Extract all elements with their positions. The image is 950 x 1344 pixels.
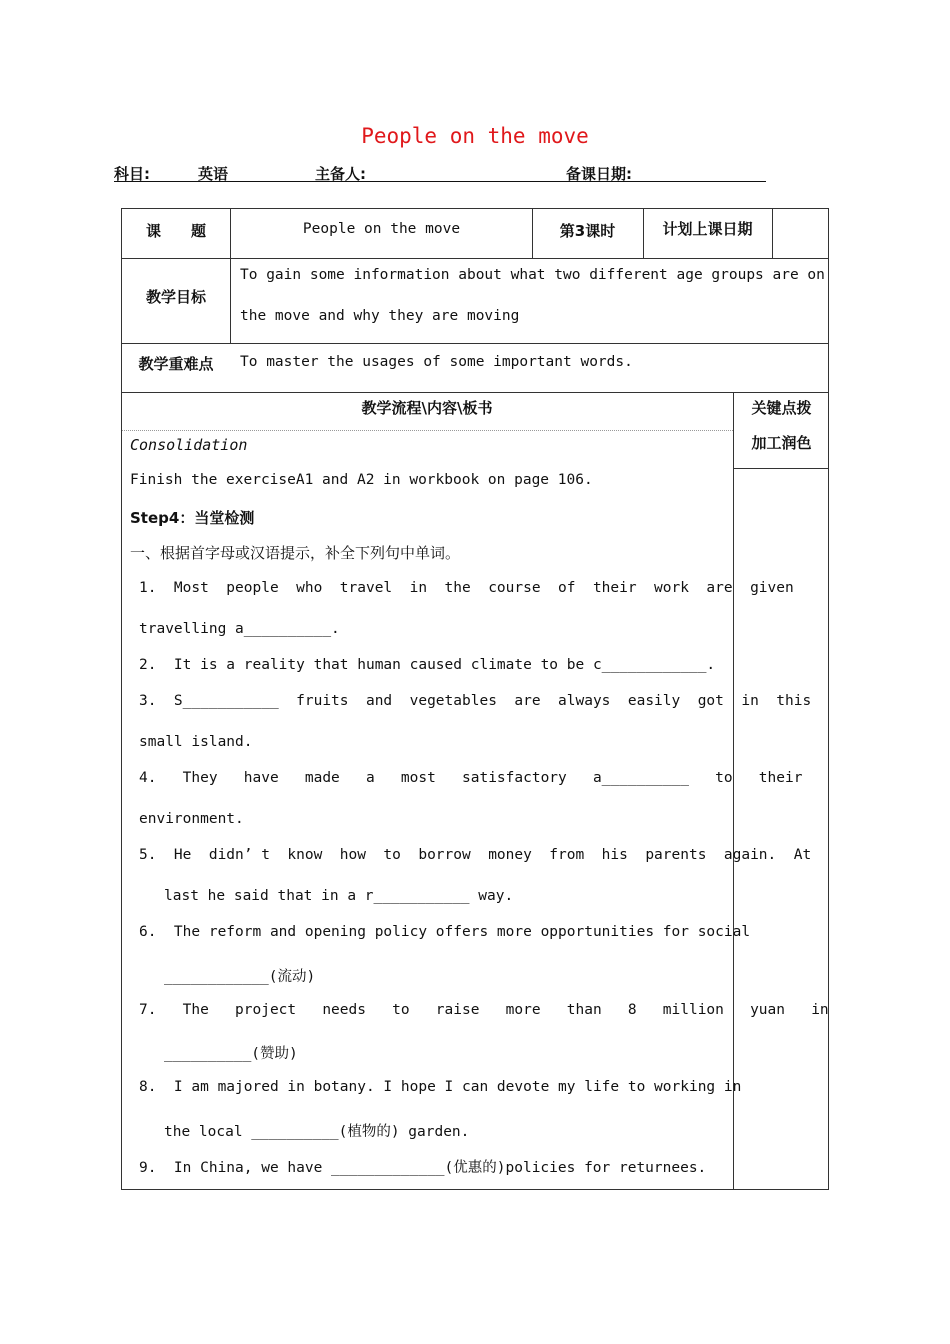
goal-label: 教学目标 [145, 288, 206, 306]
instruction-text: 一、根据首字母或汉语提示，补全下列句中单词。 [130, 544, 461, 562]
key-points-label: 教学重难点 [138, 355, 214, 373]
exercise-item: travelling a__________. [139, 621, 340, 637]
exercise-item: last he said that in a r___________ way. [164, 888, 514, 904]
exercise-item: ____________(流动) [164, 969, 316, 985]
table-divider [121, 258, 829, 259]
goal-text: the move and why they are moving [240, 308, 520, 324]
exercise-item: 9. In China, we have _____________(优惠的)policies for returnees. [139, 1160, 707, 1176]
table-divider [734, 468, 829, 469]
plan-date-label: 计划上课日期 [662, 220, 753, 238]
exercise-item: 2. It is a reality that human caused climate to be c____________. [139, 657, 716, 673]
consolidation-heading: Consolidation [130, 436, 248, 454]
topic-label: 课 题 [145, 222, 206, 240]
topic-value: People on the move [302, 221, 461, 237]
exercise-item: 4. They have made a most satisfactory a__________ to their [139, 770, 803, 786]
date-label: 备课日期: [566, 165, 632, 183]
exercise-item: 3. S___________ fruits and vegetables are always easily got in this [139, 693, 812, 709]
header-separator [122, 430, 733, 431]
goal-text: To gain some information about what two different age groups are on [240, 267, 825, 283]
table-divider [121, 343, 829, 344]
exercise-item: 1. Most people who travel in the course of their work are given [139, 580, 794, 596]
exercise-item: small island. [139, 734, 253, 750]
table-divider [733, 392, 734, 1190]
side-header: 加工润色 [751, 434, 812, 452]
subject-value: 英语 [198, 165, 229, 183]
period-label: 第3课时 [559, 222, 616, 240]
table-divider [121, 392, 829, 393]
header-meta-line [114, 163, 766, 182]
exercise-item: the local __________(植物的) garden. [164, 1124, 470, 1140]
exercise-item: 5. He didn’ t know how to borrow money from his parents again. At [139, 847, 812, 863]
flow-header: 教学流程\内容\板书 [361, 399, 493, 417]
preparer-label: 主备人: [315, 165, 366, 183]
exercise-item: 6. The reform and opening policy offers more opportunities for social [139, 924, 751, 940]
side-header: 关键点拨 [751, 399, 812, 417]
exercise-item: __________(赞助) [164, 1046, 298, 1062]
key-points-text: To master the usages of some important words. [240, 354, 633, 370]
exercise-item: 8. I am majored in botany. I hope I can devote my life to working in [139, 1079, 742, 1095]
page-title: People on the move [361, 124, 589, 148]
step4-heading: Step4：当堂检测 [130, 509, 255, 527]
exercise-item: environment. [139, 811, 244, 827]
exercise-item: 7. The project needs to raise more than 8 million yuan in [139, 1002, 829, 1018]
subject-label: 科目: [114, 165, 150, 183]
table-divider [772, 208, 773, 258]
finish-text: Finish the exerciseA1 and A2 in workbook on page 106. [130, 472, 593, 488]
